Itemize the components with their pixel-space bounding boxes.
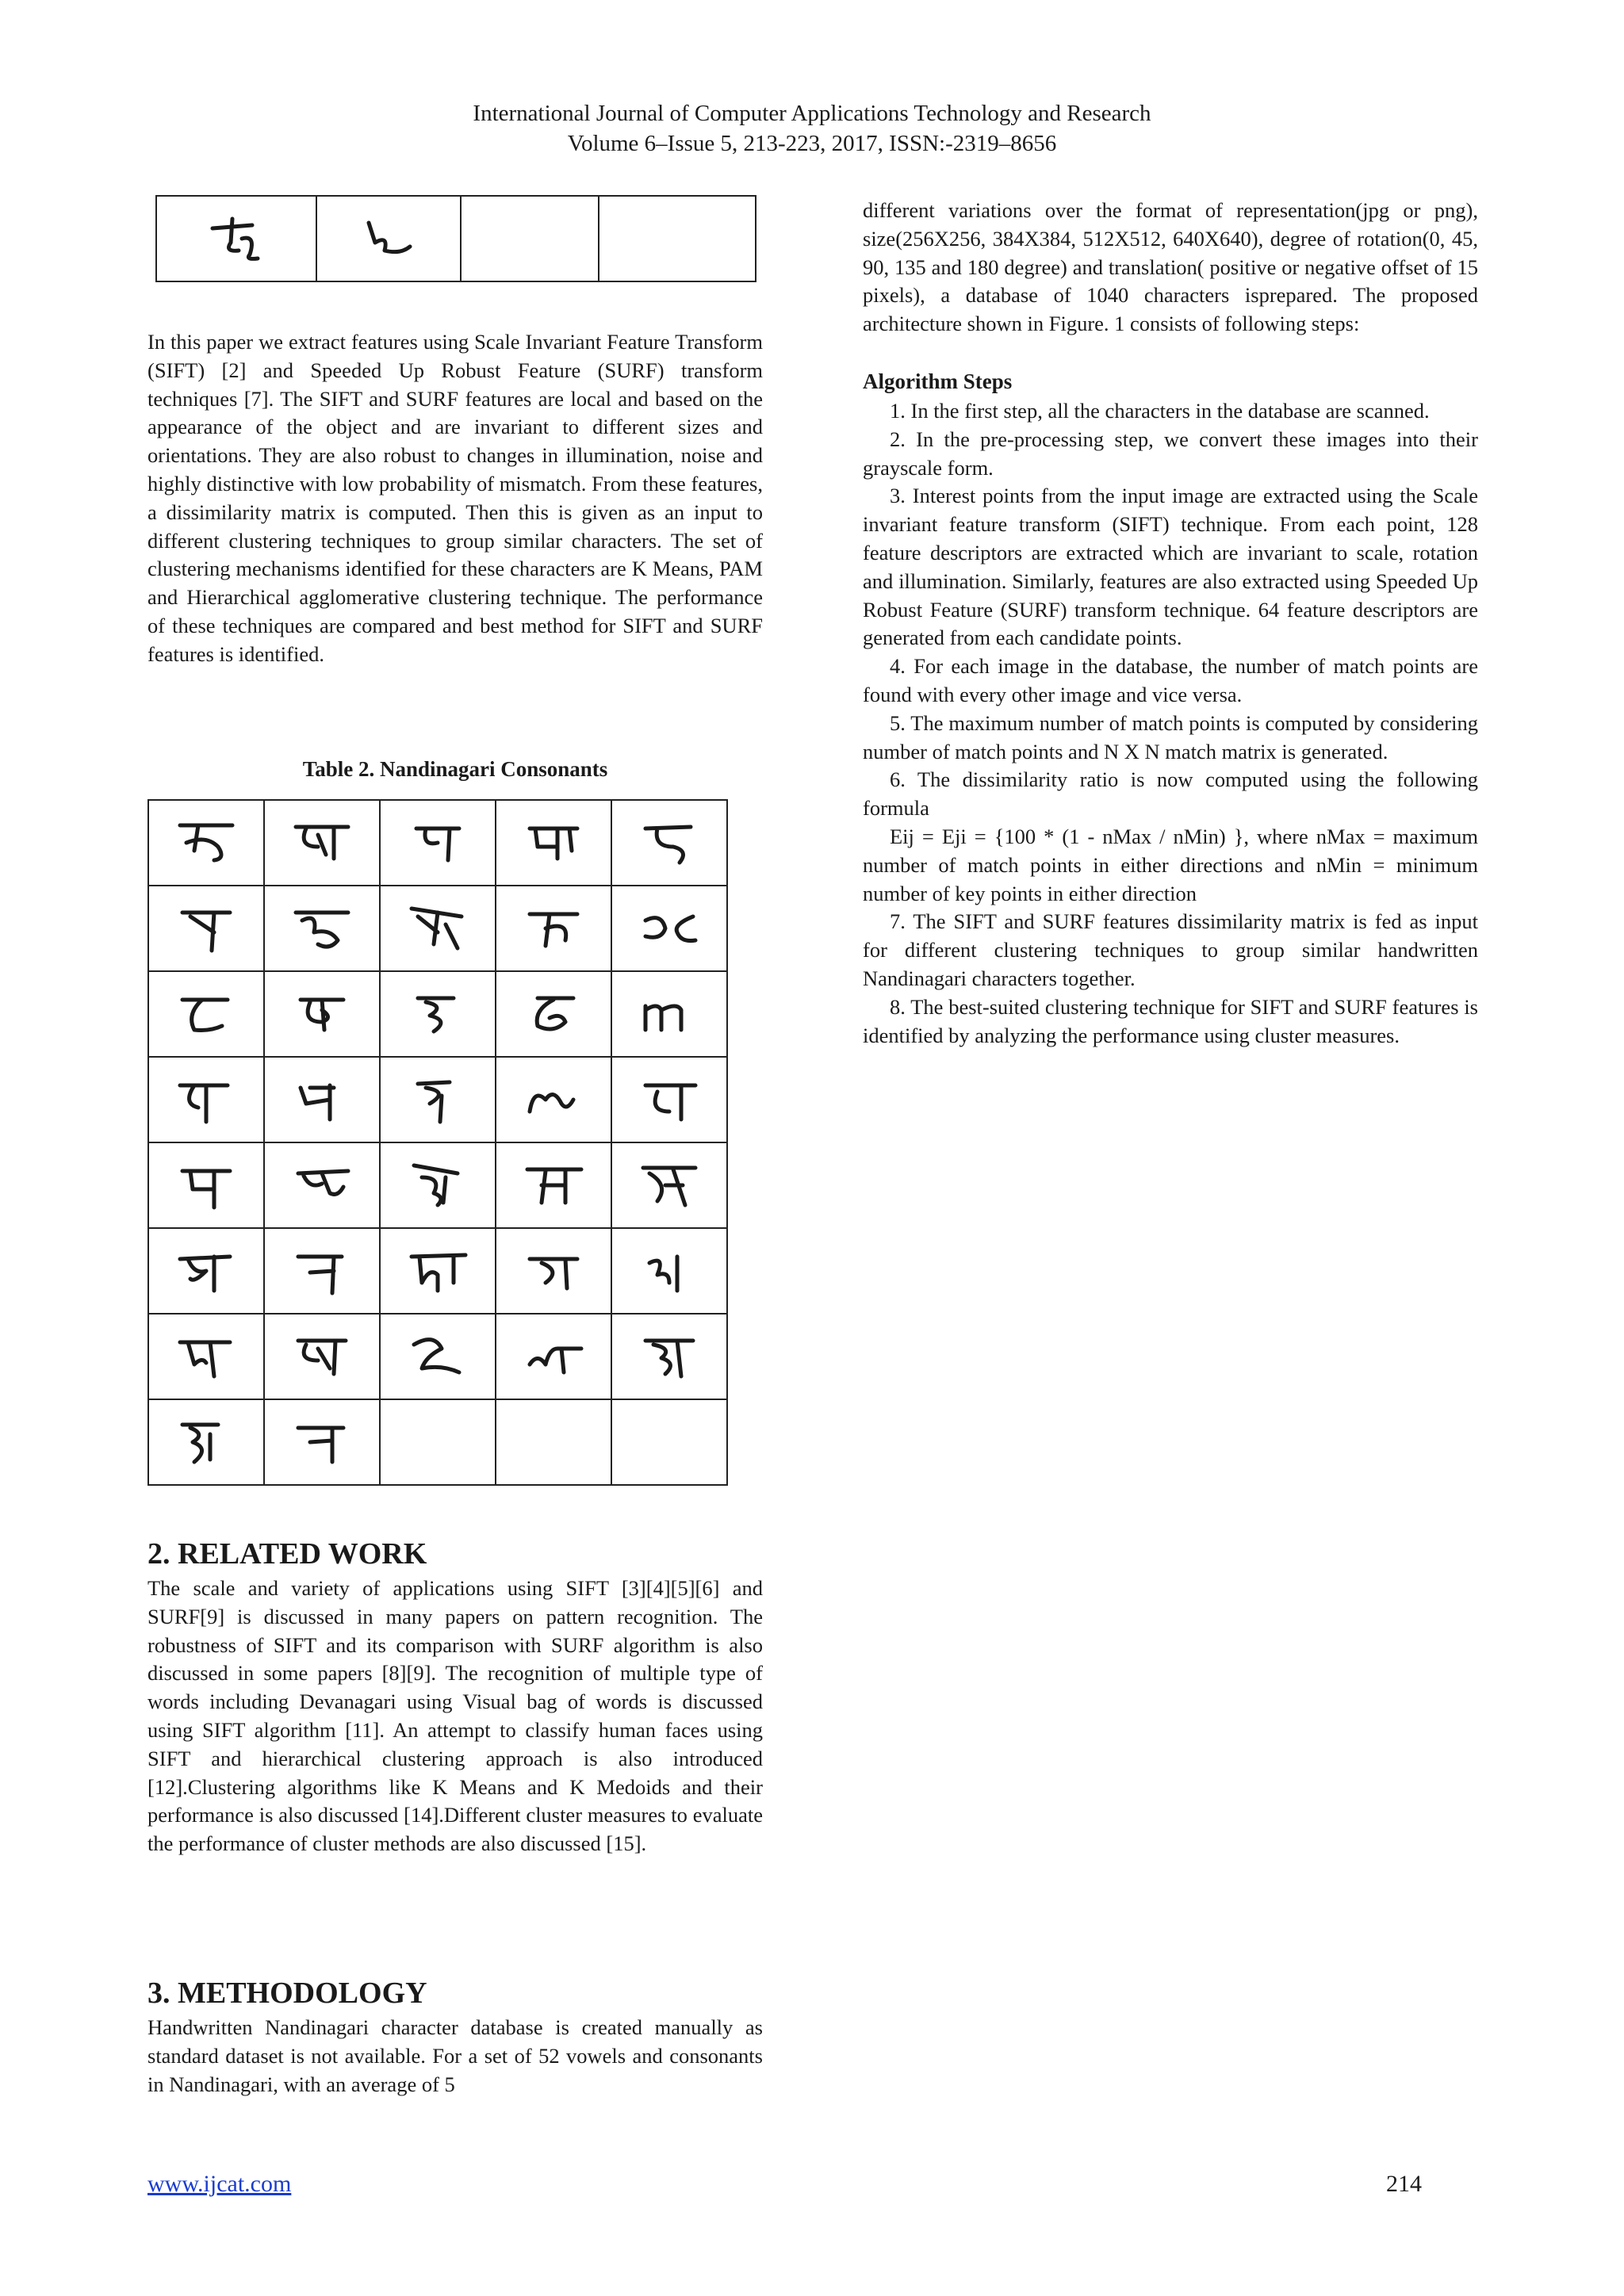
handwritten-glyph (170, 1325, 242, 1388)
table-cell (496, 1142, 611, 1228)
table-cell (264, 1314, 380, 1399)
table-cell (148, 1057, 264, 1142)
handwritten-glyph (286, 1325, 358, 1388)
handwritten-glyph (286, 811, 358, 874)
handwritten-glyph (286, 1239, 358, 1303)
handwritten-glyph (286, 1068, 358, 1131)
table-cell (496, 886, 611, 971)
handwritten-glyph (518, 982, 589, 1046)
table-cell (264, 971, 380, 1057)
methodology-continuation: different variations over the format of representation(jpg or png), size(256X256, 384X384, 512X512, 640X640), degree of rotation(0, 45, 90, 135 and 180 degree) and translation( positive or negative offset of 15 pixels), a database of 1040 characters isprepared. The proposed architecture shown in Figure. 1 consists of following steps: (863, 198, 1478, 336)
table-cell (148, 1314, 264, 1399)
table-cell (380, 971, 496, 1057)
handwritten-glyph (402, 1154, 473, 1217)
table-cell (148, 800, 264, 886)
methodology-paragraph: Handwritten Nandinagari character database is created manually as standard dataset is not available. For a set of 52 vowels and consonants in Nandinagari, with an average of 5 (147, 2015, 763, 2096)
table-cell (380, 1314, 496, 1399)
right-column (863, 197, 1478, 1050)
algorithm-step: 4. For each image in the database, the number of match points are found with every other image and vice versa. (863, 654, 1478, 706)
table-cell (611, 1399, 727, 1485)
table-cell (611, 1142, 727, 1228)
handwritten-glyph (402, 1068, 473, 1131)
handwritten-glyph (402, 811, 473, 874)
handwritten-glyph (518, 1239, 589, 1303)
handwritten-glyph (402, 982, 473, 1046)
handwritten-glyph (286, 982, 358, 1046)
table-cell (148, 1399, 264, 1485)
handwritten-glyph (286, 1154, 358, 1217)
handwritten-glyph (634, 1154, 705, 1217)
table-cell (461, 196, 599, 281)
methodology-block (147, 2014, 763, 2099)
journal-volume: Volume 6–Issue 5, 213-223, 2017, ISSN:-2319–8656 (567, 131, 1057, 156)
table-cell (264, 1057, 380, 1142)
algorithm-step: 3. Interest points from the input image are extracted using the Scale invariant feature transform (SIFT) technique. From each point, 128 feature descriptors are extracted which are invariant to scale, rotation and illumination. Similarly, features are also extracted using Speeded Up Robust Feature (SURF) transform technique. 64 feature descriptors are generated from each candidate points. (863, 484, 1478, 650)
table-cell (611, 1314, 727, 1399)
algorithm-steps-title: Algorithm Steps (863, 369, 1013, 393)
dissimilarity-formula: Eij = Eji = {100 * (1 - nMax / nMin) }, where nMax = maximum number of match points in either directions and nMin = minimum number of key points in either direction (863, 824, 1478, 905)
intro-paragraph: In this paper we extract features using Scale Invariant Feature Transform (SIFT) [2] and Speeded Up Robust Feature (SURF) transform techniques [7]. The SIFT and SURF features are local and based on the appearance of the object and are invariant to different sizes and orientations. They are also robust to changes in illumination, noise and highly distinctive with low probability of mismatch. From these features, a dissimilarity matrix is computed. Then this is given as an input to different clustering techniques to group similar characters. The set of clustering mechanisms identified for these characters are K Means, PAM and Hierarchical agglomerative clustering technique. The performance of these techniques are compared and best method for SIFT and SURF features is identified. (147, 330, 763, 666)
handwritten-glyph (634, 1239, 705, 1303)
handwritten-glyph (402, 1239, 473, 1303)
table-cell (496, 971, 611, 1057)
handwritten-glyph (634, 811, 705, 874)
table-cell (264, 1142, 380, 1228)
intro-block (147, 328, 763, 669)
table-cell (380, 1228, 496, 1314)
table-cell (599, 196, 756, 281)
table-cell (380, 886, 496, 971)
handwritten-glyph (286, 897, 358, 960)
handwritten-glyph (634, 982, 705, 1046)
algorithm-step: 7. The SIFT and SURF features dissimilarity matrix is fed as input for different clustering techniques to group similar handwritten Nandinagari characters together. (863, 909, 1478, 990)
table-cell (380, 1057, 496, 1142)
table-cell (156, 196, 316, 281)
algorithm-step: 5. The maximum number of match points is computed by considering number of match points and N X N match matrix is generated. (863, 710, 1478, 763)
table-cell (611, 1228, 727, 1314)
consonants-table (147, 799, 728, 1486)
handwritten-glyph (518, 1068, 589, 1131)
handwritten-glyph (201, 211, 272, 266)
journal-header (0, 98, 1624, 159)
table-cell (264, 800, 380, 886)
handwritten-glyph (170, 811, 242, 874)
handwritten-glyph (170, 1068, 242, 1131)
table-cell (148, 1142, 264, 1228)
handwritten-glyph (518, 1325, 589, 1388)
handwritten-glyph (170, 1410, 242, 1474)
handwritten-glyph (634, 1325, 705, 1388)
algorithm-step: 6. The dissimilarity ratio is now computed using the following formula (863, 767, 1478, 821)
related-work-block (147, 1575, 763, 1858)
table-cell (496, 1399, 611, 1485)
handwritten-glyph (170, 1239, 242, 1303)
handwritten-glyph (518, 1154, 589, 1217)
table-cell (148, 971, 264, 1057)
table-cell (380, 800, 496, 886)
table-cell (264, 1228, 380, 1314)
handwritten-glyph (634, 897, 705, 960)
table-cell (496, 800, 611, 886)
handwritten-glyph (402, 897, 473, 960)
section-heading-methodology: 3. METHODOLOGY (147, 1976, 427, 2010)
table-cell (380, 1142, 496, 1228)
table-cell (496, 1314, 611, 1399)
related-work-paragraph: The scale and variety of applications using SIFT [3][4][5][6] and SURF[9] is discussed in many papers on pattern recognition. The robustness of SIFT and its comparison with SURF algorithm is also discussed in some papers [8][9]. The recognition of multiple type of words including Devanagari using Visual bag of words is discussed using SIFT algorithm [11]. An attempt to classify human faces using SIFT and hierarchical clustering approach is also introduced [12].Clustering algorithms like K Means and K Medoids and their performance is also discussed [14].Different cluster measures to evaluate the performance of cluster methods are also discussed [15]. (147, 1576, 763, 1856)
table-cell (611, 886, 727, 971)
table2-caption: Table 2. Nandinagari Consonants (302, 757, 608, 781)
table-cell (611, 971, 727, 1057)
algorithm-step: 2. In the pre-processing step, we convert these images into their grayscale form. (863, 427, 1478, 480)
algorithm-step: 1. In the first step, all the characters in the database are scanned. (890, 398, 1430, 423)
table-cell (611, 1057, 727, 1142)
algorithm-step: 8. The best-suited clustering technique for SIFT and SURF features is identified by analyzing the performance using cluster measures. (863, 994, 1478, 1047)
handwritten-glyph (518, 897, 589, 960)
handwritten-glyph (170, 1154, 242, 1217)
section-heading-related-work: 2. RELATED WORK (147, 1537, 427, 1571)
page-number: 214 (1386, 2171, 1422, 2197)
table-cell (380, 1399, 496, 1485)
handwritten-glyph (634, 1068, 705, 1131)
handwritten-glyph (170, 897, 242, 960)
table-cell (264, 1399, 380, 1485)
handwritten-glyph (353, 211, 424, 266)
table-cell (148, 1228, 264, 1314)
table-cell (316, 196, 461, 281)
table-cell (611, 800, 727, 886)
table-cell (496, 1057, 611, 1142)
handwritten-glyph (518, 811, 589, 874)
handwritten-glyph (286, 1410, 358, 1474)
vowel-table-continuation (155, 195, 756, 282)
handwritten-glyph (170, 982, 242, 1046)
handwritten-glyph (402, 1325, 473, 1388)
journal-website-link[interactable]: www.ijcat.com (147, 2171, 292, 2197)
table-cell (496, 1228, 611, 1314)
journal-title: International Journal of Computer Applications Technology and Research (473, 101, 1151, 126)
table-cell (148, 886, 264, 971)
table-cell (264, 886, 380, 971)
